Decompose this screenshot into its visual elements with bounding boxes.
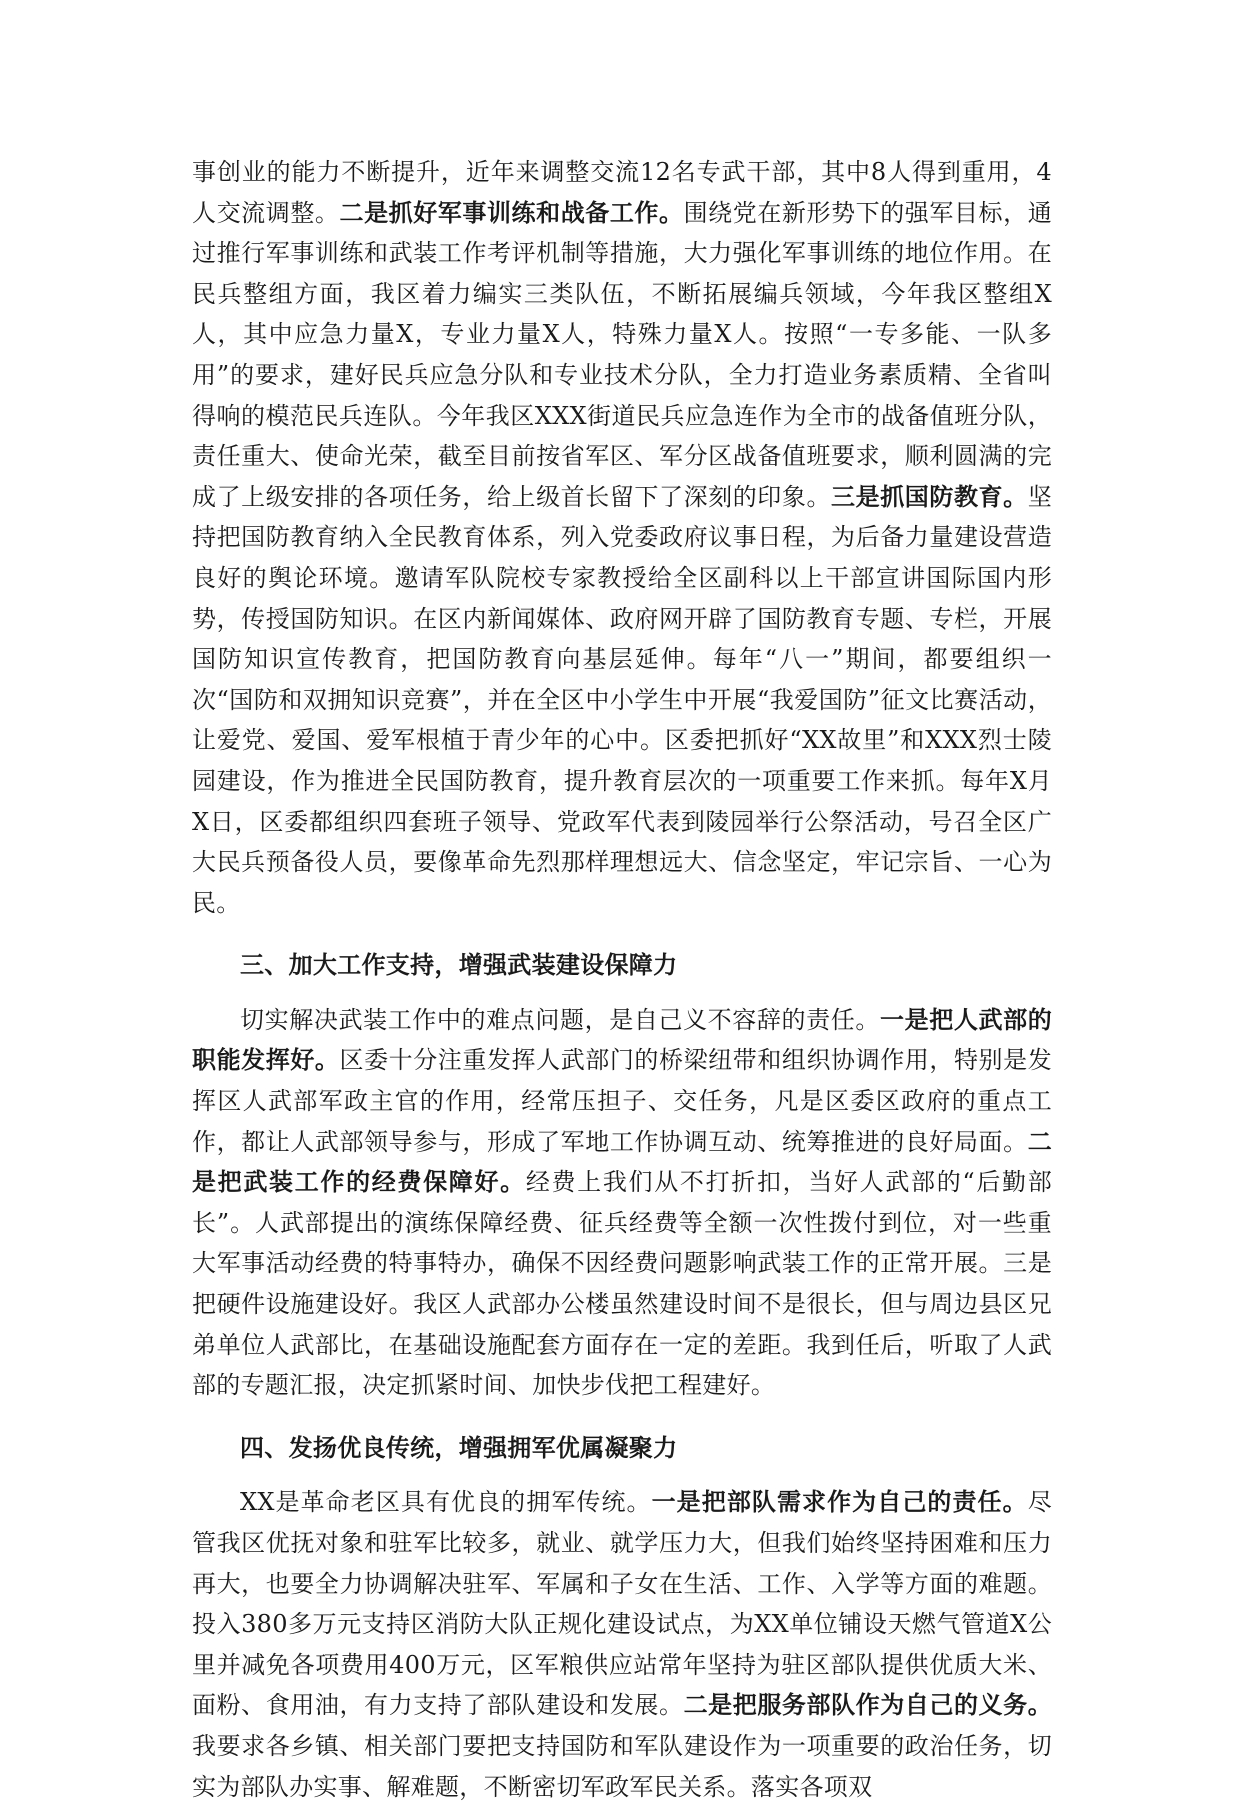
bold-point-serve-troops: 二是把服务部队作为自己的义务。 xyxy=(683,1690,1053,1720)
paragraph-text: 经费上我们从不打折扣，当好人武部的“后勤部长”。人武部提出的演练保障经费、征兵经费等全额一次性拨付到位，对一些重大军事活动经费的特事特办，确保不因经费问题影响武装工作的正常开展。三是把硬件设施建设好。我区人武部办公楼虽然建设时间不是很长，但与周边县区兄弟单位人武部比，在基础设施配套方面存在一定的差距。我到任后，听取了人武部的专题汇报，决定抓紧时间、加快步伐把工程建好。 xyxy=(192,1168,1052,1400)
document-page xyxy=(192,152,1052,1807)
bold-point-troop-needs: 一是把部队需求作为自己的责任。 xyxy=(651,1487,1028,1517)
paragraph-text: 尽管我区优抚对象和驻军比较多，就业、就学压力大，但我们始终坚持困难和压力再大，也要全力协调解决驻军、军属和子女在生活、工作、入学等方面的难题。投入380多万元支持区消防大队正规化建设试点，为XX单位铺设天燃气管道X公里并减免各项费用400万元，区军粮供应站常年坚持为驻区部队提供优质大米、面粉、食用油，有力支持了部队建设和发展。 xyxy=(192,1488,1052,1720)
paragraph-text: 切实解决武装工作中的难点问题，是自己义不容辞的责任。 xyxy=(240,1005,880,1034)
bold-point-armed-dept-function: 一是把人武部的职能发挥好。 xyxy=(192,1004,1052,1075)
bold-point-military-training: 二是抓好军事训练和战备工作。 xyxy=(339,197,684,227)
paragraph-text: 事创业的能力不断提升，近年来调整交流12名专武干部，其中8人得到重用，4人交流调整。 xyxy=(192,158,1052,227)
paragraph-text: XX是革命老区具有优良的拥军传统。 xyxy=(240,1488,652,1517)
paragraph-text: 坚持把国防教育纳入全民教育体系，列入党委政府议事日程，为后备力量建设营造良好的舆论环境。邀请军队院校专家教授给全区副科以上干部宣讲国际国内形势，传授国防知识。在区内新闻媒体、政府网开辟了国防教育专题、专栏，开展国防知识宣传教育，把国防教育向基层延伸。每年“八一”期间，都要组织一次“国防和双拥知识竞赛”，并在全区中小学生中开展“我爱国防”征文比赛活动，让爱党、爱国、爱军根植于青少年的心中。区委把抓好“XX故里”和XXX烈士陵园建设，作为推进全民国防教育，提升教育层次的一项重要工作来抓。每年X月X日，区委都组织四套班子领导、党政军代表到陵园举行公祭活动，号召全区广大民兵预备役人员，要像革命先烈那样理想远大、信念坚定，牢记宗旨、一心为民。 xyxy=(192,482,1052,917)
section-heading-4: 四、发扬优良传统，增强拥军优属凝聚力 xyxy=(240,1432,678,1462)
paragraph-text: 围绕党在新形势下的强军目标，通过推行军事训练和武装工作考评机制等措施，大力强化军事训练的地位作用。在民兵整组方面，我区着力编实三类队伍，不断拓展编兵领域，今年我区整组X人，其中应急力量X，专业力量X人，特殊力量X人。按照“一专多能、一队多用”的要求，建好民兵应急分队和专业技术分队，全力打造业务素质精、全省叫得响的模范民兵连队。今年我区XXX街道民兵应急连作为全市的战备值班分队，责任重大、使命光荣，截至目前按省军区、军分区战备值班要求，顺利圆满的完成了上级安排的各项任务，给上级首长留下了深刻的印象。 xyxy=(192,198,1052,511)
section-heading-3: 三、加大工作支持，增强武装建设保障力 xyxy=(240,950,678,980)
paragraph-text: 区委十分注重发挥人武部门的桥梁纽带和组织协调作用，特别是发挥区人武部军政主官的作用，经常压担子、交任务，凡是区委区政府的重点工作，都让人武部领导参与，形成了军地工作协调互动、统筹推进的良好局面。 xyxy=(192,1046,1052,1156)
paragraph-work-support xyxy=(192,1000,1052,1406)
bold-point-defense-education: 三是抓国防教育。 xyxy=(831,481,1028,511)
bold-point-funding: 二是把武装工作的经费保障好。 xyxy=(192,1126,1052,1197)
paragraph-militia-training-education xyxy=(192,152,1052,923)
paragraph-army-support xyxy=(192,1482,1052,1807)
paragraph-text: 我要求各乡镇、相关部门要把支持国防和军队建设作为一项重要的政治任务，切实为部队办实事、解难题，不断密切军政军民关系。落实各项双 xyxy=(192,1731,1052,1801)
